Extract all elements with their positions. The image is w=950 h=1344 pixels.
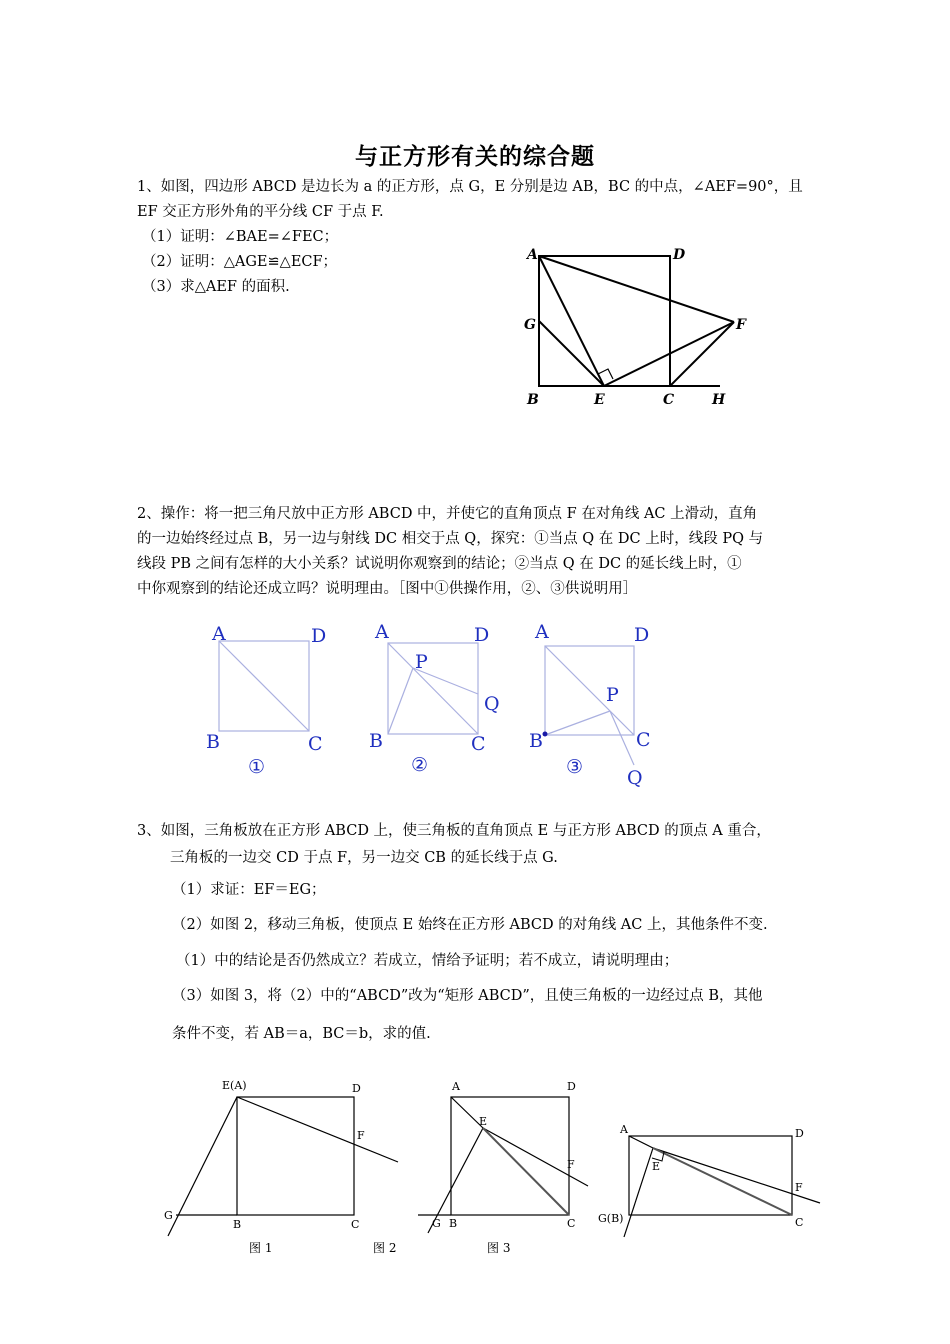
q3-fig2-label-a: A [452,1080,460,1093]
q1-line1: 1、如图，四边形 ABCD 是边长为 a 的正方形，点 G，E 分别是边 AB，BC 的中点，∠AEF=90°，且 [137,179,803,195]
q2-fig3-label-b: B [529,730,543,752]
q2-line2: 的一边始终经过点 B，另一边与射线 DC 相交于点 Q，探究：①当点 Q 在 DC 上时，线段 PQ 与 [137,531,764,547]
q1-label-f: F [736,317,746,333]
q3-sub1: （1）求证：EF＝EG； [172,882,326,898]
q2-line4: 中你观察到的结论还成立吗？说明理由。［图中①供操作用，②、③供说明用］ [137,581,638,597]
q3-fig3-eb [624,1148,653,1237]
q3-fig2-label-b: B [449,1217,458,1230]
q2-fig2-label-a: A [375,621,389,643]
q2-fig2-label-q: Q [484,693,500,715]
q3-fig1-label-d: D [352,1082,361,1095]
q2-fig2-label-d: D [474,624,490,646]
q2-fig3-label-p: P [606,684,619,706]
q2-fig1-label-c: C [308,733,323,755]
q3-fig3-label-c: C [795,1216,804,1229]
q1-sub3: （3）求△AEF 的面积. [142,279,290,295]
q1-label-e: E [594,392,605,408]
q3-fig1-label-ea: E(A) [222,1079,247,1092]
q3-fig3-label-gb: G(B) [598,1212,624,1225]
q2-fig1-label-d: D [311,625,327,647]
q2-line1: 2、操作：将一把三角尺放中正方形 ABCD 中，并使它的直角顶点 F 在对角线 AC 上滑动，直角 [137,506,758,522]
q2-fig1-label-b: B [206,731,220,753]
q2-fig2-number: ② [411,754,429,776]
q1-label-c: C [663,392,675,408]
q2-fig3-number: ③ [566,756,584,778]
q3-fig3-label-f: F [795,1181,803,1194]
q3-fig3-caption: 图 3 [487,1241,511,1255]
q3-fig2-label-d: D [567,1080,576,1093]
q3-fig2-label-g: G [432,1217,441,1230]
q2-fig3-label-q: Q [627,767,643,789]
q3-fig3-label-a: A [620,1123,628,1136]
q2-fig3-label-d: D [634,624,650,646]
q3-fig3-ec [653,1148,792,1215]
q1-label-d: D [673,247,686,263]
q1-label-h: H [712,392,726,408]
q3-fig3-ae [629,1136,653,1148]
q1-label-b: B [527,392,539,408]
q2-fig3-label-a: A [535,621,549,643]
q3-fig1-square [237,1097,354,1215]
q1-line2: EF 交正方形外角的平分线 CF 于点 F. [137,204,384,220]
q2-fig3-label-c: C [636,729,651,751]
q3-fig1-label-b: B [233,1218,242,1231]
q1-label-g: G [524,317,536,333]
q2-fig2-label-c: C [471,733,486,755]
q3-fig1-ef [237,1097,398,1162]
q3-fig2-caption: 图 2 [373,1241,397,1255]
q2-line3: 线段 PB 之间有怎样的大小关系？试说明你观察到的结论；②当点 Q 在 DC 的延长线上时，① [137,556,742,572]
q3-fig2-label-f: F [567,1158,575,1171]
q1-label-a: A [527,247,538,263]
q2-fig2-label-b: B [369,730,383,752]
q3-line2: 三角板的一边交 CD 于点 F，另一边交 CB 的延长线于点 G. [170,850,558,866]
q3-fig1-label-g: G [164,1209,173,1222]
q2-fig2-label-p: P [415,651,428,673]
q3-sub2: （2）如图 2，移动三角板，使顶点 E 始终在正方形 ABCD 的对角线 AC 上，其他条件不变. [172,917,768,933]
q3-fig3-ef [653,1148,820,1203]
q3-sub5: 条件不变，若 AB＝a，BC＝b，求的值. [172,1026,431,1042]
q1-sub1: （1）证明：∠BAE=∠FEC； [142,229,339,245]
q3-fig1-label-f: F [357,1129,365,1142]
q3-fig2-label-e: E [479,1115,488,1128]
q3-sub3: （1）中的结论是否仍然成立？若成立，情给予证明；若不成立，请说明理由； [176,953,679,969]
q3-fig2-label-c: C [567,1217,576,1230]
q3-fig1-caption: 图 1 [249,1241,273,1255]
q3-fig2-ef [483,1128,588,1186]
q1-sub2: （2）证明：△AGE≌△ECF； [142,254,338,270]
q3-sub4: （3）如图 3，将（2）中的“ABCD”改为“矩形 ABCD”，且使三角板的一边经过点 B，其他 [172,988,763,1004]
q2-fig1-label-a: A [212,623,226,645]
q3-fig3-label-e: E [652,1160,661,1173]
q3-fig3-label-d: D [795,1127,804,1140]
q3-fig2-ec [483,1128,569,1215]
q3-line1: 3、如图，三角板放在正方形 ABCD 上，使三角板的直角顶点 E 与正方形 ABCD 的顶点 A 重合， [137,823,771,839]
page-title: 与正方形有关的综合题 [355,144,595,170]
q2-fig1-number: ① [248,756,266,778]
q3-fig1-label-c: C [351,1218,360,1231]
